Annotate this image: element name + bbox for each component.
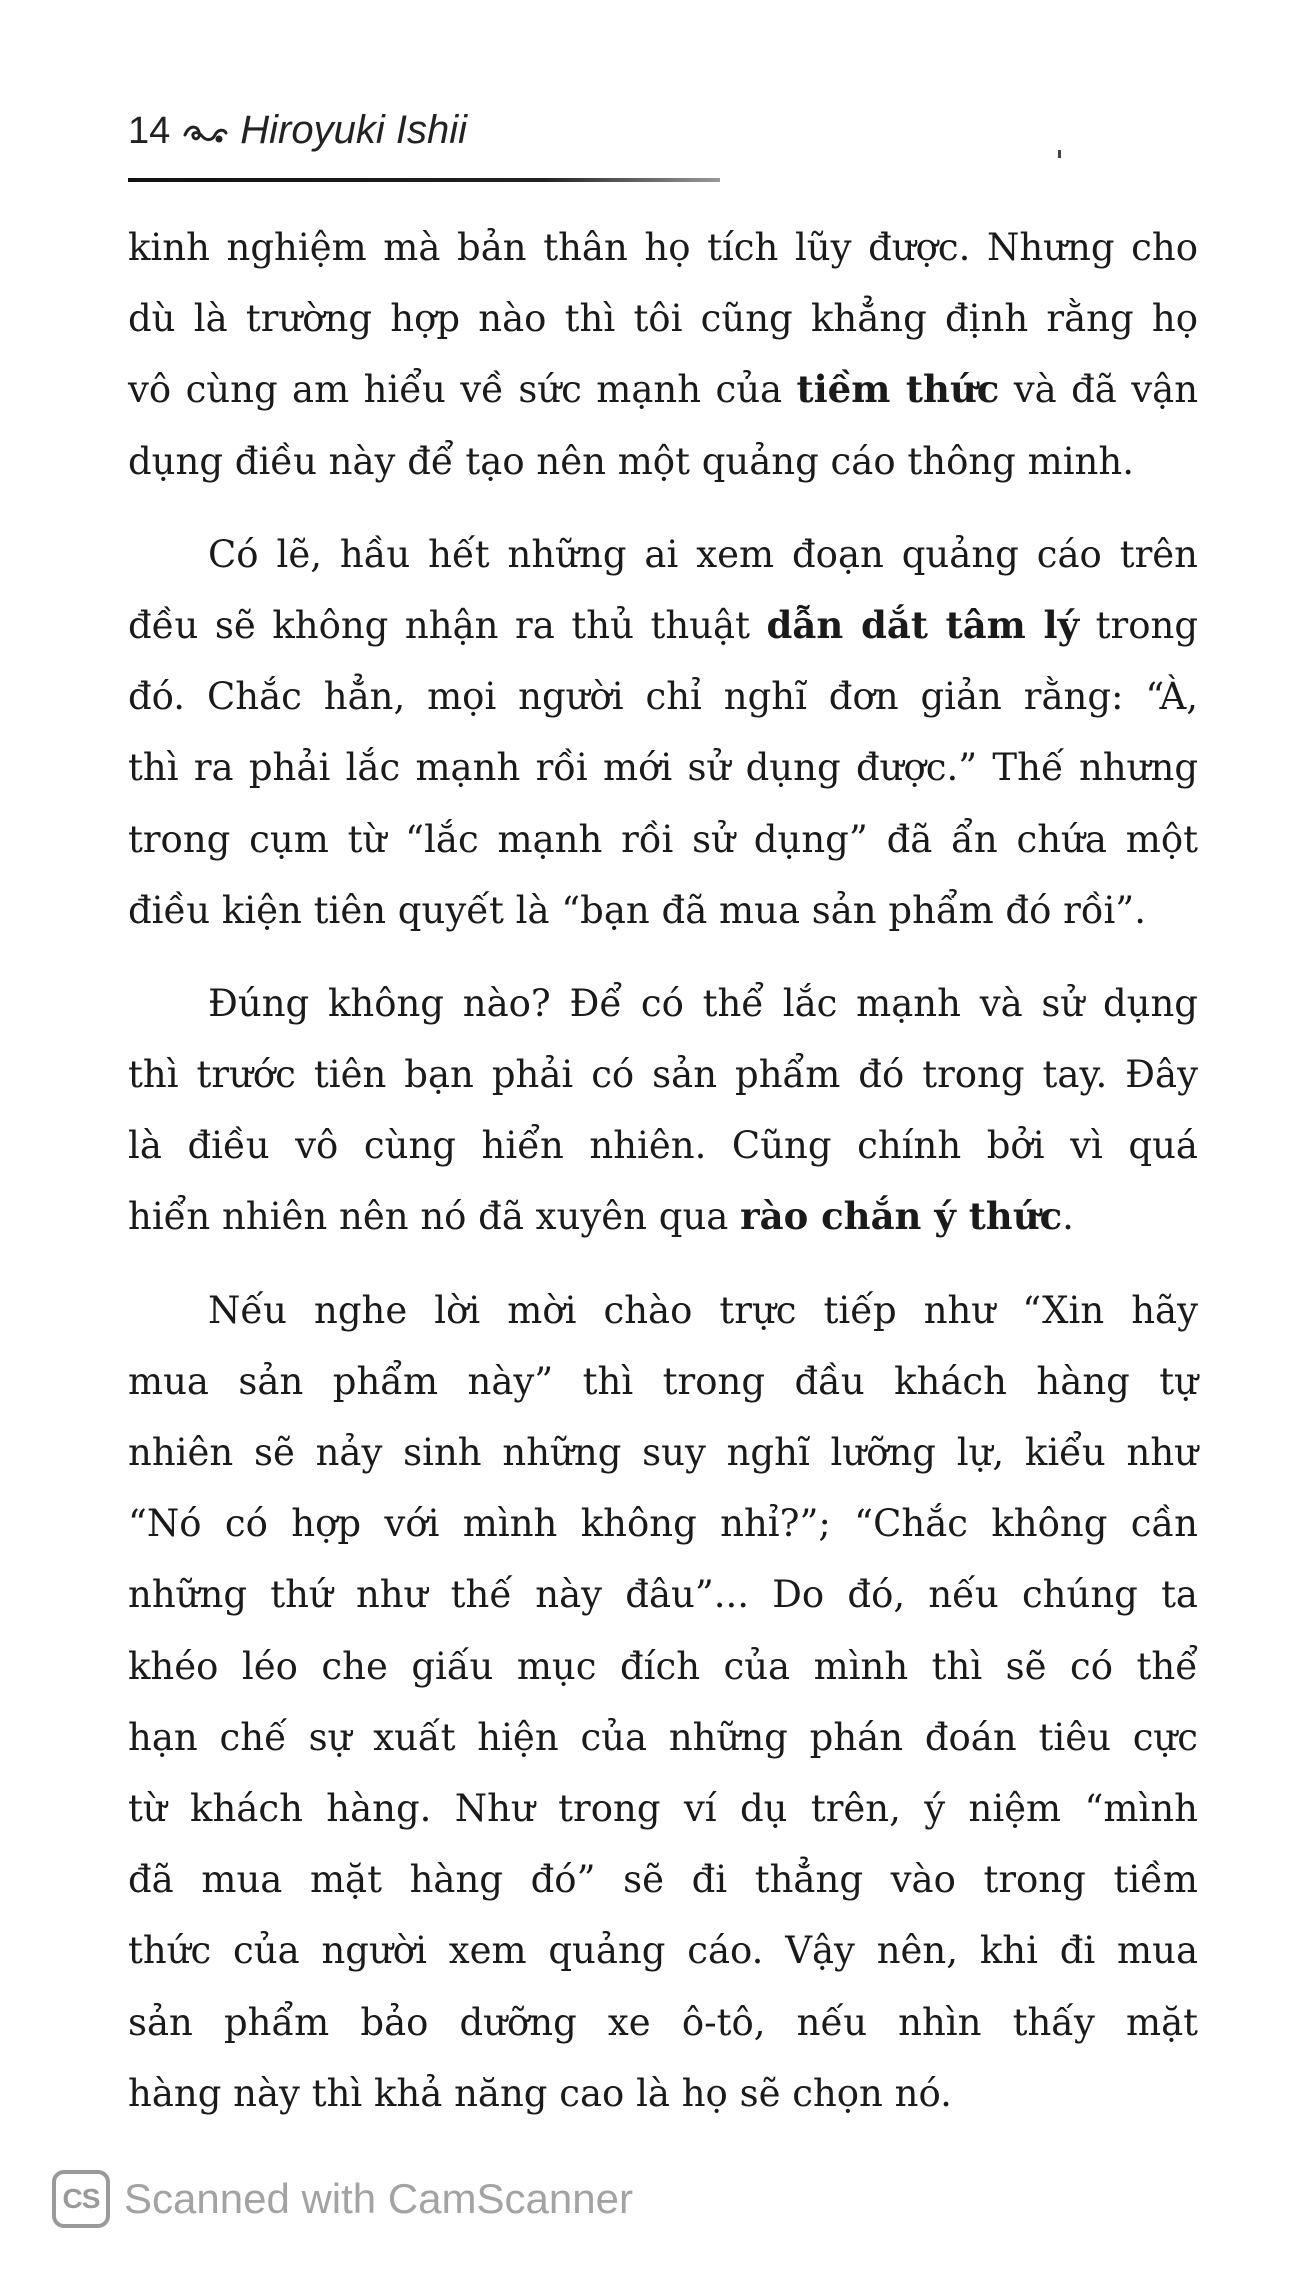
text-segment: trong cụm từ “lắc mạnh rồi sử dụng” đã ẩn chứa một: [128, 817, 1198, 861]
page-number: 14: [128, 110, 171, 152]
body-text: [128, 212, 1198, 2129]
text-segment: dù là trường hợp nào thì tôi cũng khẳng định rằng họ: [128, 297, 1198, 341]
paragraph: [128, 968, 1198, 1253]
text-segment: .: [1062, 1195, 1074, 1239]
camscanner-watermark: [52, 2170, 633, 2228]
text-segment: đó. Chắc hẳn, mọi người chỉ nghĩ đơn giản rằng: “À,: [128, 675, 1198, 719]
text-line: [128, 426, 1198, 497]
text-line: [128, 1987, 1198, 2058]
text-segment: điều kiện tiên quyết là “bạn đã mua sản phẩm đó rồi”.: [128, 888, 1146, 932]
text-segment: trong: [1079, 603, 1199, 647]
text-line: [128, 1773, 1198, 1844]
text-line: [128, 1039, 1198, 1110]
text-segment: Có lẽ, hầu hết những ai xem đoạn quảng cáo trên: [208, 532, 1198, 576]
paragraph: [128, 212, 1198, 497]
text-line: [128, 1417, 1198, 1488]
text-segment: hàng này thì khả năng cao là họ sẽ chọn nó.: [128, 2071, 952, 2115]
text-line: [128, 732, 1198, 803]
text-line: [128, 283, 1198, 354]
text-segment: là điều vô cùng hiển nhiên. Cũng chính bởi vì quá: [128, 1124, 1198, 1168]
author-name: Hiroyuki Ishii: [240, 108, 467, 152]
text-segment: hiển nhiên nên nó đã xuyên qua: [128, 1195, 741, 1239]
paragraph: [128, 519, 1198, 946]
bold-term: dẫn dắt tâm lý: [766, 602, 1080, 647]
text-line: [128, 1181, 1198, 1252]
text-line: [128, 1559, 1198, 1630]
text-segment: những thứ như thế này đâu”... Do đó, nếu chúng ta: [128, 1573, 1198, 1617]
bold-term: tiềm thức: [796, 367, 1000, 412]
text-segment: và đã vận: [999, 368, 1199, 412]
text-segment: Đúng không nào? Để có thể lắc mạnh và sử dụng: [208, 981, 1198, 1025]
text-segment: đã mua mặt hàng đó” sẽ đi thẳng vào trong tiềm: [128, 1858, 1198, 1902]
text-line: [128, 590, 1198, 661]
text-line: [128, 212, 1198, 283]
text-line: [128, 519, 1198, 590]
text-segment: kinh nghiệm mà bản thân họ tích lũy được. Nhưng cho: [128, 226, 1198, 269]
text-segment: sản phẩm bảo dưỡng xe ô-tô, nếu nhìn thấy mặt: [128, 2000, 1198, 2044]
text-segment: đều sẽ không nhận ra thủ thuật: [128, 603, 767, 647]
running-header: [128, 108, 467, 153]
camscanner-logo-icon: CS: [52, 2170, 110, 2228]
text-segment: từ khách hàng. Như trong ví dụ trên, ý niệm “mình: [128, 1786, 1198, 1830]
text-line: [128, 1915, 1198, 1986]
text-segment: vô cùng am hiểu về sức mạnh của: [128, 368, 797, 412]
header-rule: [128, 178, 720, 182]
text-line: [128, 661, 1198, 732]
paragraph: [128, 1275, 1198, 2129]
text-line: [128, 875, 1198, 946]
text-segment: mua sản phẩm này” thì trong đầu khách hàng tự: [128, 1359, 1198, 1403]
watermark-text: Scanned with CamScanner: [124, 2175, 633, 2222]
text-segment: hạn chế sự xuất hiện của những phán đoán tiêu cực: [128, 1715, 1198, 1759]
text-line: [128, 968, 1198, 1039]
text-line: [128, 1844, 1198, 1915]
text-line: [128, 1110, 1198, 1181]
text-line: [128, 354, 1198, 425]
text-line: [128, 1702, 1198, 1773]
text-line: [128, 2058, 1198, 2129]
paragraph-gap: [128, 946, 1198, 968]
swirl-ornament-icon: [182, 121, 228, 147]
paragraph-gap: [128, 497, 1198, 519]
text-segment: Nếu nghe lời mời chào trực tiếp như “Xin hãy: [208, 1288, 1198, 1332]
text-segment: nhiên sẽ nảy sinh những suy nghĩ lưỡng lự, kiểu như: [128, 1431, 1198, 1474]
text-segment: dụng điều này để tạo nên một quảng cáo thông minh.: [128, 439, 1134, 483]
text-segment: “Nó có hợp với mình không nhỉ?”; “Chắc không cần: [128, 1502, 1198, 1546]
text-line: [128, 1346, 1198, 1417]
text-line: [128, 1631, 1198, 1702]
scan-speck: [1058, 150, 1061, 158]
text-segment: thức của người xem quảng cáo. Vậy nên, khi đi mua: [128, 1929, 1198, 1973]
text-segment: thì trước tiên bạn phải có sản phẩm đó trong tay. Đây: [128, 1053, 1198, 1097]
text-segment: khéo léo che giấu mục đích của mình thì sẽ có thể: [128, 1644, 1198, 1688]
bold-term: rào chắn ý thức: [740, 1194, 1063, 1239]
text-line: [128, 1488, 1198, 1559]
paragraph-gap: [128, 1253, 1198, 1275]
text-line: [128, 1275, 1198, 1346]
text-segment: thì ra phải lắc mạnh rồi mới sử dụng được.” Thế nhưng: [128, 746, 1198, 790]
text-line: [128, 804, 1198, 875]
